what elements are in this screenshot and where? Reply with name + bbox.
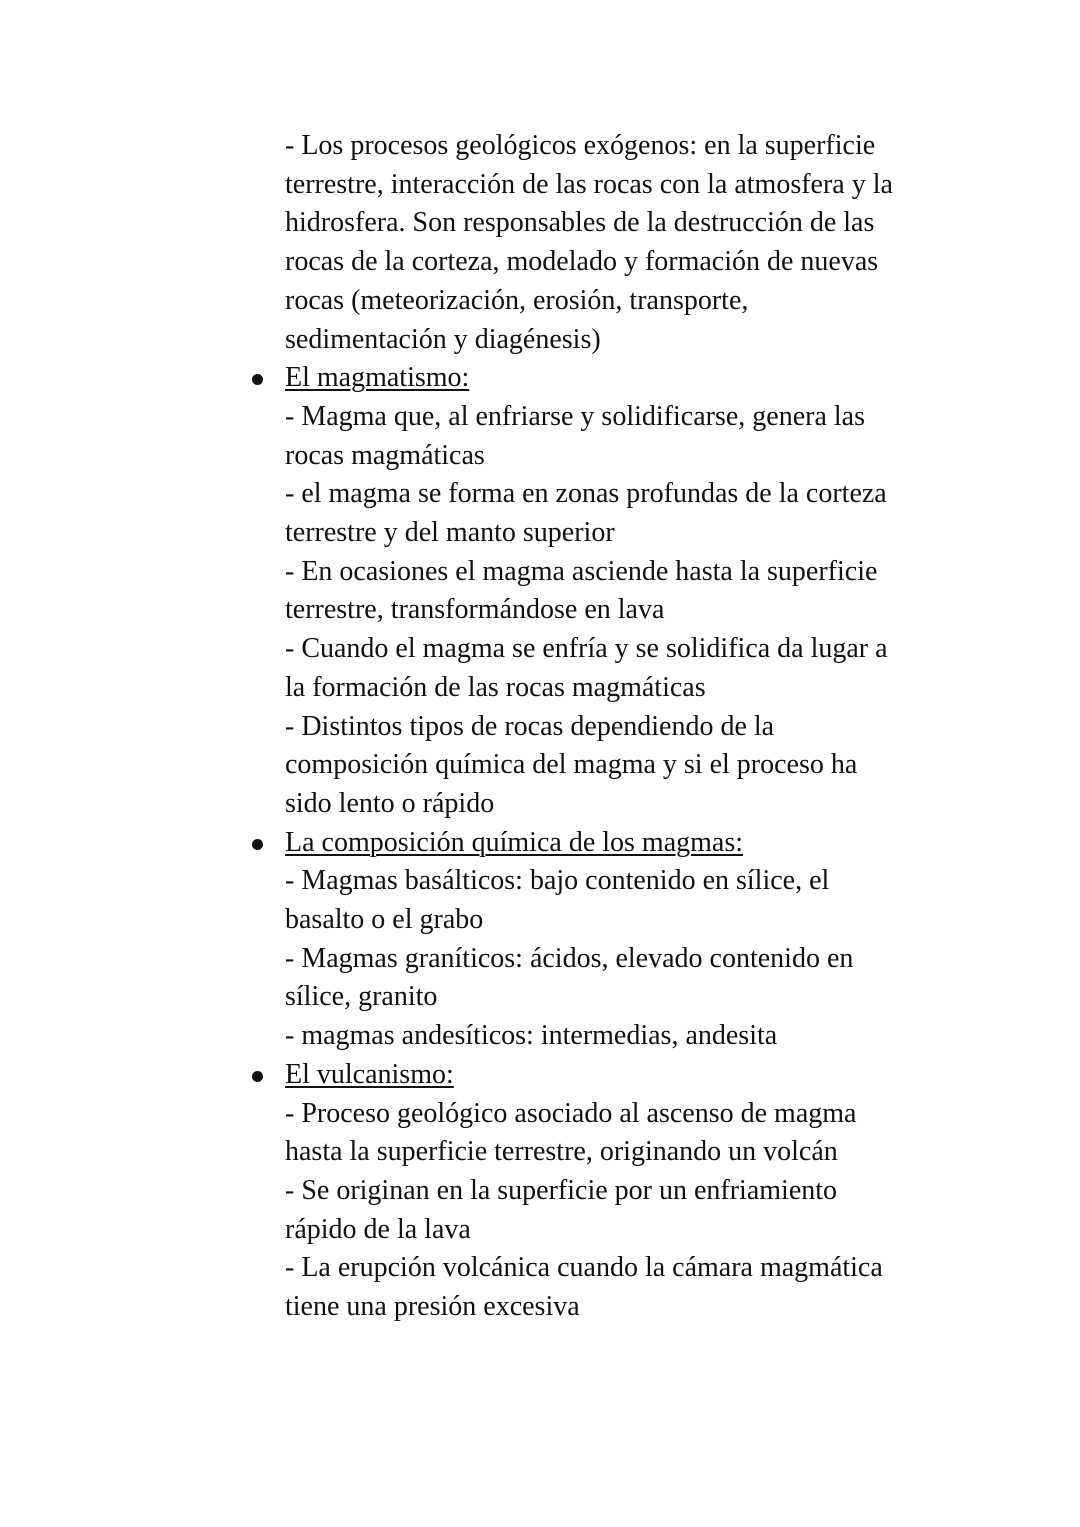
text-line: composición química del magma y si el proceso ha	[285, 749, 858, 781]
text-line: - Distintos tipos de rocas dependiendo de la	[285, 710, 775, 742]
section-heading: La composición química de los magmas:	[285, 826, 744, 858]
text-line: hidrosfera. Son responsables de la destrucción de las	[285, 207, 875, 239]
text-line: - Magmas graníticos: ácidos, elevado contenido en	[285, 942, 854, 974]
intro-paragraph	[285, 127, 935, 359]
bullet-icon	[252, 839, 263, 850]
text-line: - Se originan en la superficie por un enfriamiento	[285, 1174, 838, 1206]
text-line: terrestre y del manto superior	[285, 517, 615, 549]
text-line: sílice, granito	[285, 981, 438, 1013]
text-line: hasta la superficie terrestre, originando un volcán	[285, 1136, 838, 1168]
text-line: - el magma se forma en zonas profundas de la corteza	[285, 478, 887, 510]
text-line: la formación de las rocas magmáticas	[285, 671, 706, 703]
text-line: - Proceso geológico asociado al ascenso de magma	[285, 1097, 857, 1129]
bullet-icon	[252, 374, 263, 385]
text-line: - magmas andesíticos: intermedias, andesita	[285, 1020, 778, 1052]
text-line: - La erupción volcánica cuando la cámara magmática	[285, 1252, 883, 1284]
section-magmatismo	[285, 359, 935, 823]
bullet-icon	[252, 1071, 263, 1082]
text-line: rocas de la corteza, modelado y formación de nuevas	[285, 246, 879, 278]
text-line: - Magma que, al enfriarse y solidificarse, genera las	[285, 400, 865, 432]
text-line: - En ocasiones el magma asciende hasta la superficie	[285, 555, 878, 587]
document-body	[285, 127, 935, 1327]
text-line: rocas (meteorización, erosión, transporte,	[285, 284, 749, 316]
section-composicion-quimica	[285, 824, 935, 1056]
text-line: terrestre, transformándose en lava	[285, 594, 665, 626]
section-vulcanismo	[285, 1056, 935, 1327]
text-line: sedimentación y diagénesis)	[285, 323, 601, 355]
text-line: sido lento o rápido	[285, 787, 495, 819]
text-line: rápido de la lava	[285, 1213, 471, 1245]
text-line: - Cuando el magma se enfría y se solidifica da lugar a	[285, 633, 888, 665]
section-heading: El magmatismo:	[285, 362, 470, 394]
text-line: - Los procesos geológicos exógenos: en la superficie	[285, 130, 876, 161]
text-line: basalto o el grabo	[285, 904, 484, 936]
text-line: tiene una presión excesiva	[285, 1291, 580, 1323]
text-line: rocas magmáticas	[285, 439, 485, 471]
section-heading: El vulcanismo:	[285, 1058, 454, 1090]
text-line: terrestre, interacción de las rocas con la atmosfera y la	[285, 168, 893, 200]
text-line: - Magmas basálticos: bajo contenido en sílice, el	[285, 865, 830, 897]
